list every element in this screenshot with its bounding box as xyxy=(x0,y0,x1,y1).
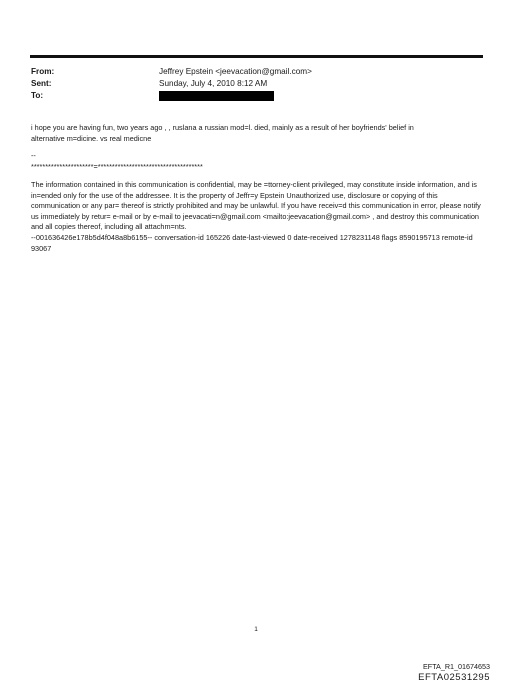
to-value xyxy=(159,90,481,102)
message-line: alternative m=dicine. vs real medicne xyxy=(31,133,152,143)
page-number: 1 xyxy=(254,626,258,633)
from-label: From: xyxy=(31,67,55,76)
signature-dashes: -- xyxy=(31,151,36,160)
confidentiality-disclaimer xyxy=(31,180,483,254)
to-label: To: xyxy=(31,91,44,100)
sent-row xyxy=(31,78,481,90)
header-rule xyxy=(30,55,483,58)
sent-value: Sunday, July 4, 2010 8:12 AM xyxy=(159,79,268,88)
message-line: i hope you are having fun, two years ago , , ruslana a russian mod=l. died, mainly as a result of her boyfriends' belief in xyxy=(31,123,414,132)
email-header xyxy=(31,66,481,102)
disclaimer-text: The information contained in this communication is confidential, may be =ttorney-client privileged, may constitute inside information, and is in=ended only for the use of the addressee. It is the property of Jeffr=y Epstein Unauthorized use, disclosure or copying of this communication or any par= thereof is strictly prohibited and may be unlawful. If you have receiv=d this communication in error, please notify us immediately by retur= e-mail or by e-mail to jeevacati=n@gmail.com <mailto:jeevacation@gmail.com> , and destroy this communication and all copies thereof, including all attachm=nts. xyxy=(31,180,481,232)
redaction-block xyxy=(159,91,274,101)
to-row xyxy=(31,90,481,102)
message-body xyxy=(31,123,483,172)
sent-label: Sent: xyxy=(31,79,52,88)
message-metadata: --001636426e178b5d4f048a8b6155-- conversation-id 165226 date-last-viewed 0 date-received 1278231148 flags 8590195713 remote-id 93067 xyxy=(31,232,473,253)
bates-stamp-large: EFTA02531295 xyxy=(418,672,490,683)
from-value: Jeffrey Epstein <jeevacation@gmail.com> xyxy=(159,67,312,76)
from-row xyxy=(31,66,481,78)
bates-stamp-small: EFTA_R1_01674653 xyxy=(423,662,490,671)
separator-stars: **********************=************************************* xyxy=(31,161,203,171)
